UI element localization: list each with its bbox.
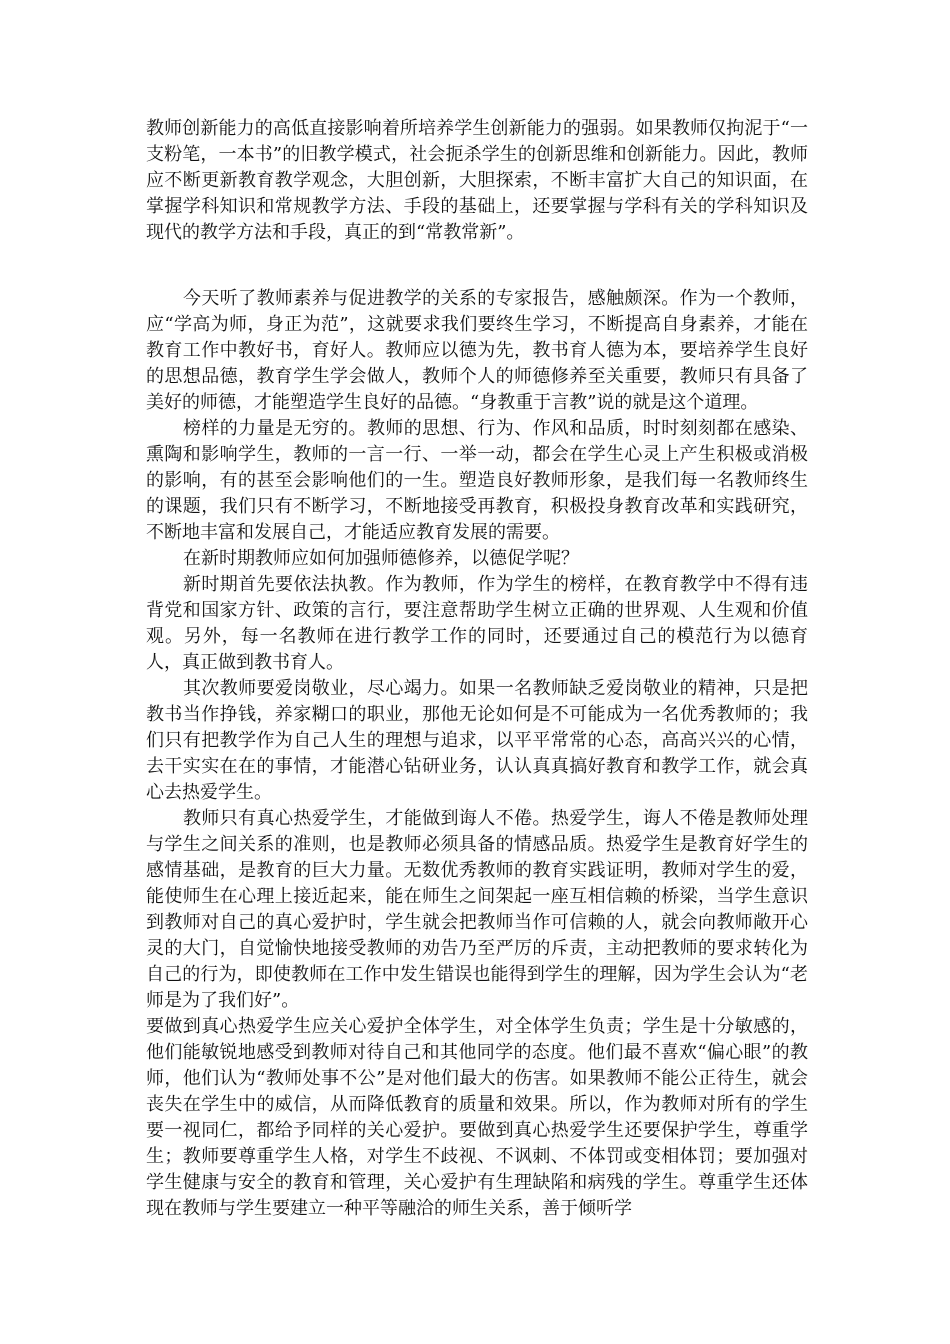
- main-text-block: [146, 286, 808, 1222]
- paragraph-role-model: 榜样的力量是无穷的。教师的思想、行为、作风和品质，时时刻刻都在感染、熏陶和影响学生，教师的一言一行、一举一动，都会在学生心灵上产生积极或消极的影响，有的甚至会影响他们的一生。塑造良好教师形象，是我们每一名教师终生的课题，我们只有不断学习，不断地接受再教育，积极投身教育改革和实践研究，不断地丰富和发展自己，才能适应教育发展的需要。: [146, 418, 808, 543]
- paragraph-lawful-teaching: 新时期首先要依法执教。作为教师，作为学生的榜样，在教育教学中不得有违背党和国家方针、政策的言行，要注意帮助学生树立正确的世界观、人生观和价值观。另外，每一名教师在进行教学工作的同时，还要通过自己的模范行为以德育人，真正做到教书育人。: [146, 574, 808, 673]
- paragraph-care-all-students: 要做到真心热爱学生应关心爱护全体学生，对全体学生负责；学生是十分敏感的，他们能敏锐地感受到教师对待自己和其他同学的态度。他们最不喜欢“偏心眼”的教师，他们认为“教师处事不公”是对他们最大的伤害。如果教师不能公正待生，就会丧失在学生中的威信，从而降低教育的质量和效果。所以，作为教师对所有的学生要一视同仁，都给予同样的关心爱护。要做到真心热爱学生还要保护学生，尊重学生；教师要尊重学生人格，对学生不歧视、不讽刺、不体罚或变相体罚；要加强对学生健康与安全的教育和管理，关心爱护有生理缺陷和病残的学生。尊重学生还体现在教师与学生要建立一种平等融洽的师生关系，善于倾听学: [146, 1016, 808, 1219]
- paragraph-expert-report: 今天听了教师素养与促进教学的关系的专家报告，感触颇深。作为一个教师，应“学高为师，身正为范”，这就要求我们要终生学习，不断提高自身素养，才能在教育工作中教好书，育好人。教师应以德为先，教书育人德为本，要培养学生良好的思想品德，教育学生学会做人，教师个人的师德修养至关重要，教师只有具备了美好的师德，才能塑造学生良好的品德。“身教重于言教”说的就是这个道理。: [146, 288, 808, 413]
- paragraph-question: 在新时期教师应如何加强师德修养，以德促学呢？: [183, 548, 579, 569]
- paragraph-innovation: 教师创新能力的高低直接影响着所培养学生创新能力的强弱。如果教师仅拘泥于“一支粉笔，一本书”的旧教学模式，社会扼杀学生的创新思维和创新能力。因此，教师应不断更新教育教学观念，大胆创新，大胆探索，不断丰富扩大自己的知识面，在掌握学科知识和常规教学方法、手段的基础上，还要掌握与学科有关的学科知识及现代的教学方法和手段，真正的到“常教常新”。: [146, 118, 808, 243]
- paragraph-dedication: 其次教师要爱岗敬业，尽心竭力。如果一名教师缺乏爱岗敬业的精神，只是把教书当作挣钱，养家糊口的职业，那他无论如何是不可能成为一名优秀教师的；我们只有把教学作为自己人生的理想与追求，以平平常常的心态，高高兴兴的心情，去干实实在在的事情，才能潜心钻研业务，认认真真搞好教育和教学工作，就会真心去热爱学生。: [146, 678, 808, 803]
- top-text-block: [146, 116, 808, 246]
- paragraph-love-students: 教师只有真心热爱学生，才能做到诲人不倦。热爱学生，诲人不倦是教师处理与学生之间关系的准则，也是教师必须具备的情感品质。热爱学生是教育好学生的感情基础，是教育的巨大力量。无数优秀教师的教育实践证明，教师对学生的爱，能使师生在心理上接近起来，能在师生之间架起一座互相信赖的桥梁，当学生意识到教师对自己的真心爱护时，学生就会把教师当作可信赖的人，就会向教师敞开心灵的大门，自觉愉快地接受教师的劝告乃至严厉的斥责，主动把教师的要求转化为自己的行为，即使教师在工作中发生错误也能得到学生的理解，因为学生会认为“老师是为了我们好”。: [146, 808, 808, 1011]
